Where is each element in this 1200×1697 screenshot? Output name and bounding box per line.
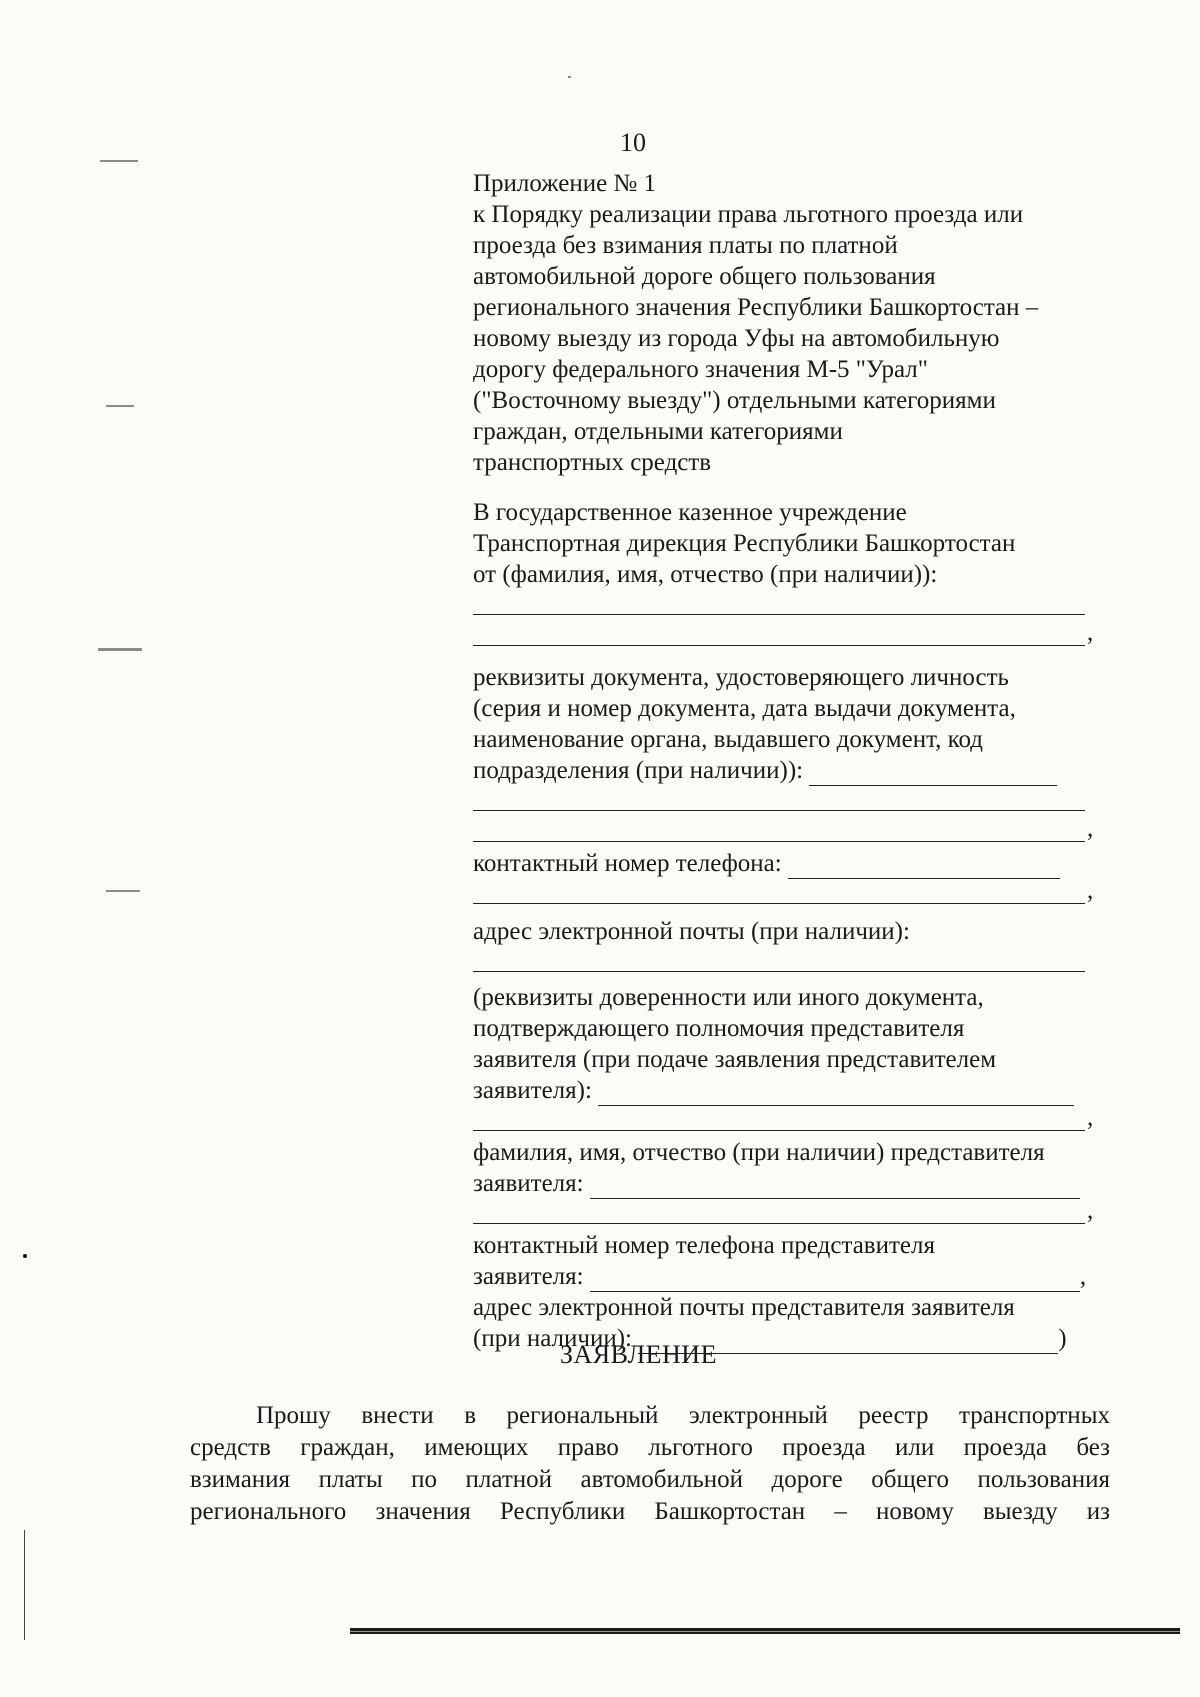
- id-doc-label-3: наименование органа, выдавшего документ, код: [473, 726, 983, 753]
- scan-speck: [100, 160, 138, 162]
- scan-dot: [23, 1254, 27, 1258]
- rep-phone-row: [473, 1261, 1103, 1292]
- id-doc-field-1[interactable]: [809, 763, 1057, 786]
- scan-speck: [568, 76, 571, 78]
- power-field-2[interactable]: [473, 1106, 1103, 1137]
- annex-line: новому выезду из города Уфы на автомобильную: [473, 325, 1000, 352]
- rep-name-field-1[interactable]: [590, 1176, 1080, 1199]
- annex-line: ("Восточному выезду") отдельными категориями: [473, 387, 996, 414]
- scan-speck: [106, 405, 134, 407]
- rep-name-label-1: фамилия, имя, отчество (при наличии) представителя: [473, 1139, 1045, 1166]
- power-field-1[interactable]: [598, 1083, 1074, 1106]
- scan-edge-line: [24, 1530, 25, 1640]
- body-line: средств граждан, имеющих право льготного проезда или проезда без: [190, 1434, 1110, 1461]
- document-heading: ЗАЯВЛЕНИЕ: [560, 1340, 717, 1369]
- power-row: [473, 1075, 1103, 1106]
- email-label: адрес электронной почты (при наличии):: [473, 918, 910, 945]
- addressee-block: [473, 497, 1103, 1354]
- comma: ,: [1087, 877, 1094, 904]
- body-line: регионального значения Республики Башкортостан – новому выезду из: [190, 1498, 1110, 1525]
- annex-line: регионального значения Республики Башкортостан –: [473, 294, 1039, 321]
- id-doc-label-4: подразделения (при наличии)):: [473, 757, 804, 784]
- addressee-line: Транспортная дирекция Республики Башкортостан: [473, 530, 1016, 557]
- annex-line: Приложение № 1: [473, 170, 657, 197]
- comma: ,: [1087, 1197, 1094, 1224]
- annex-line: проезда без взимания платы по платной: [473, 232, 898, 259]
- page-number: 10: [620, 128, 646, 157]
- annex-line: к Порядку реализации права льготного проезда или: [473, 201, 1024, 228]
- annex-line: транспортных средств: [473, 449, 712, 476]
- id-doc-label-1: реквизиты документа, удостоверяющего личность: [473, 664, 1009, 691]
- rep-phone-field[interactable]: [590, 1269, 1080, 1292]
- annex-line: граждан, отдельными категориями: [473, 418, 843, 445]
- comma: ,: [1087, 815, 1094, 842]
- comma: ,: [1079, 1263, 1087, 1290]
- annex-line: автомобильной дороге общего пользования: [473, 263, 936, 290]
- rep-name-field-2[interactable]: [473, 1199, 1103, 1230]
- rep-email-label-1: адрес электронной почты представителя заявителя: [473, 1294, 1015, 1321]
- id-doc-row: [473, 755, 1103, 786]
- body-line: взимания платы по платной автомобильной дороге общего пользования: [190, 1466, 1110, 1493]
- scan-bottom-line: [350, 1631, 1180, 1632]
- id-doc-label-2: (серия и номер документа, дата выдачи документа,: [473, 695, 1016, 722]
- applicant-name-field-1[interactable]: [473, 590, 1103, 621]
- comma: ,: [1087, 1104, 1094, 1131]
- phone-field-1[interactable]: [788, 856, 1060, 879]
- phone-field-2[interactable]: [473, 879, 1103, 910]
- phone-row: [473, 848, 1103, 879]
- applicant-name-field-2[interactable]: [473, 621, 1103, 652]
- power-label-1: (реквизиты доверенности или иного документа,: [473, 984, 984, 1011]
- annex-line: дорогу федерального значения М-5 "Урал": [473, 356, 928, 383]
- id-doc-field-2[interactable]: [473, 786, 1103, 817]
- rep-name-row: [473, 1168, 1103, 1199]
- annex-reference: [473, 168, 1103, 478]
- applicant-name-label: от (фамилия, имя, отчество (при наличии)):: [473, 561, 938, 588]
- rep-email-label-2: (при наличии):: [473, 1325, 632, 1352]
- comma: ,: [1087, 619, 1094, 646]
- power-label-3: заявителя (при подаче заявления представителем: [473, 1046, 997, 1073]
- power-label-2: подтверждающего полномочия представителя: [473, 1015, 965, 1042]
- power-label-4: заявителя):: [473, 1077, 592, 1104]
- close-paren: ): [1058, 1325, 1067, 1352]
- email-field[interactable]: [473, 947, 1103, 978]
- addressee-line: В государственное казенное учреждение: [473, 499, 907, 526]
- rep-phone-label-2: заявителя:: [473, 1263, 584, 1290]
- rep-phone-label-1: контактный номер телефона представителя: [473, 1232, 935, 1259]
- scan-speck: [106, 890, 140, 892]
- phone-label: контактный номер телефона:: [473, 850, 782, 877]
- body-line: Прошу внести в региональный электронный реестр транспортных: [256, 1402, 1110, 1429]
- scan-speck: [98, 648, 142, 651]
- id-doc-field-3[interactable]: [473, 817, 1103, 848]
- rep-name-label-2: заявителя:: [473, 1170, 584, 1197]
- application-body: [190, 1400, 1110, 1528]
